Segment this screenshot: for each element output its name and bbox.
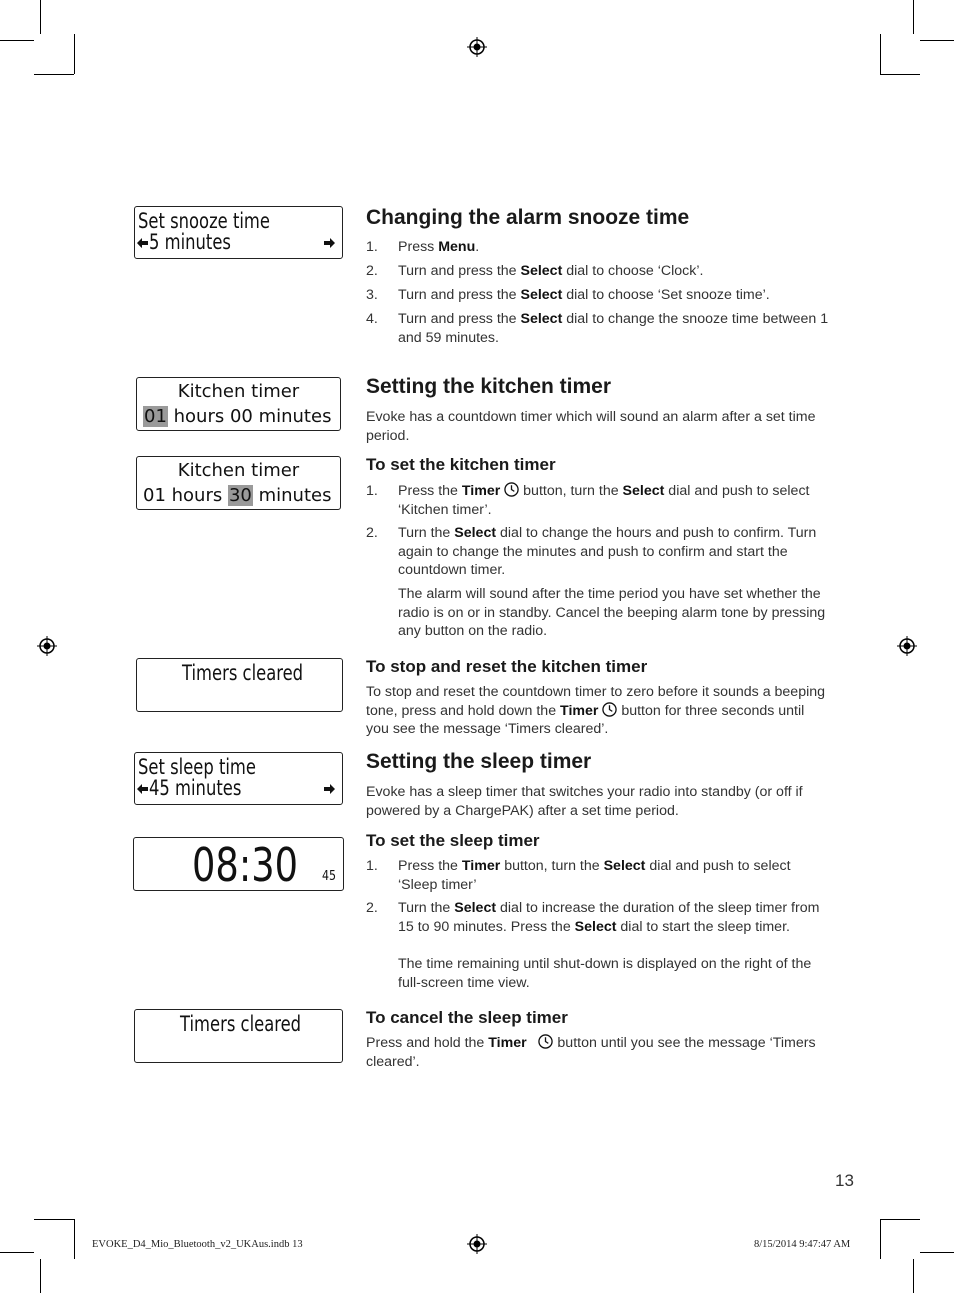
crop-mark [913, 1259, 914, 1293]
right-arrow-icon [324, 783, 335, 795]
snooze-step: 4. Turn and press the Select dial to change the snooze time between 1 and 59 minutes. [366, 311, 829, 346]
sleep-step: 1. Press the Timer button, turn the Select dial and push to select ‘Sleep timer’ [366, 858, 791, 893]
sleep-heading: Setting the sleep timer [366, 750, 592, 773]
left-arrow-icon [137, 237, 148, 249]
display-line-1: Kitchen timer [177, 460, 300, 481]
display-line-2: 5 minutes [149, 230, 231, 254]
sleep-note: The time remaining until shut-down is displayed on the right of the full-screen time view. [398, 956, 812, 991]
registration-mark-icon [37, 636, 57, 656]
crop-mark [880, 74, 920, 75]
sleep-clock-display [133, 837, 344, 891]
crop-mark [74, 1219, 75, 1259]
sleep-cancel-heading: To cancel the sleep timer [366, 1008, 568, 1027]
clock-icon [602, 702, 617, 717]
crop-mark [880, 1219, 881, 1259]
snooze-step: 1. Press Menu. [366, 239, 480, 255]
crop-mark [34, 1219, 74, 1220]
snooze-heading: Changing the alarm snooze time [366, 206, 690, 229]
kitchen-note: The alarm will sound after the time period you have set whether the radio is on or in standby. Cancel the beeping alarm tone by pressing any button on the radio. [398, 586, 826, 639]
snooze-display [134, 206, 343, 259]
kitchen-step: 2. Turn the Select dial to change the hours and push to confirm. Turn again to change the minutes and push to confirm and start the countdown timer. [366, 525, 817, 578]
registration-mark-icon [897, 636, 917, 656]
snooze-step: 3. Turn and press the Select dial to choose ‘Set snooze time’. [366, 287, 770, 303]
kitchen-stop-heading: To stop and reset the kitchen timer [366, 657, 648, 676]
crop-mark [880, 1219, 920, 1220]
display-text: Timers cleared [182, 661, 304, 685]
kitchen-step: 1. Press the Timer button, turn the Select dial and push to select ‘Kitchen timer’. [366, 483, 810, 518]
crop-mark [34, 74, 74, 75]
timers-cleared-display [136, 658, 343, 712]
snooze-step: 2. Turn and press the Select dial to choose ‘Clock’. [366, 263, 704, 279]
crop-mark [40, 1259, 41, 1293]
crop-mark [0, 1252, 34, 1253]
display-line-2: 01 hours 00 minutes [144, 406, 332, 427]
sleep-cancel-text: Press and hold the Timer button until you see the message ‘Timers cleared’. [366, 1035, 816, 1070]
crop-mark [0, 40, 34, 41]
crop-mark [920, 40, 954, 41]
footer-filename: EVOKE_D4_Mio_Bluetooth_v2_UKAus.indb 13 [92, 1239, 303, 1250]
display-line-1: Kitchen timer [177, 381, 300, 402]
display-line-2: 01 hours 30 minutes [143, 485, 332, 506]
crop-mark [74, 34, 75, 74]
kitchen-display-minutes [136, 456, 341, 510]
sleep-intro: Evoke has a sleep timer that switches your radio into standby (or off if powered by a ChargePAK) after a set time period. [366, 784, 803, 819]
sleep-step: 2. Turn the Select dial to increase the duration of the sleep timer from 15 to 90 minutes. Press the Select dial to start the sleep timer. [366, 900, 820, 935]
kitchen-stop-text: To stop and reset the countdown timer to zero before it sounds a beeping tone, press and hold down the Timer button for three seconds until you see the message ‘Timers cleared’. [366, 684, 826, 737]
page-number: 13 [835, 1171, 854, 1190]
registration-mark-icon [467, 37, 487, 57]
kitchen-display-hours [136, 377, 341, 431]
clock-icon [504, 482, 519, 497]
kitchen-set-heading: To set the kitchen timer [366, 455, 556, 474]
crop-mark [40, 0, 41, 34]
kitchen-intro: Evoke has a countdown timer which will sound an alarm after a set time period. [366, 409, 816, 444]
clock-time: 08:30 [192, 838, 299, 892]
display-line-1: Set snooze time [138, 209, 270, 233]
crop-mark [920, 1252, 954, 1253]
crop-mark [880, 34, 881, 74]
right-arrow-icon [324, 237, 335, 249]
footer-date: 8/15/2014 9:47:47 AM [754, 1239, 851, 1250]
registration-mark-icon [467, 1234, 487, 1254]
sleep-display [134, 752, 343, 805]
left-arrow-icon [137, 783, 148, 795]
display-text: Timers cleared [180, 1012, 302, 1036]
kitchen-heading: Setting the kitchen timer [366, 375, 612, 398]
timers-cleared-display-2 [134, 1009, 343, 1063]
display-line-2: 45 minutes [149, 776, 242, 800]
highlighted-minutes: 30 [228, 485, 252, 506]
sleep-remaining: 45 [322, 869, 337, 884]
sleep-set-heading: To set the sleep timer [366, 831, 540, 850]
crop-mark [913, 0, 914, 34]
clock-icon [538, 1034, 553, 1049]
highlighted-hours: 01 [144, 406, 167, 427]
display-line-1: Set sleep time [138, 755, 256, 779]
